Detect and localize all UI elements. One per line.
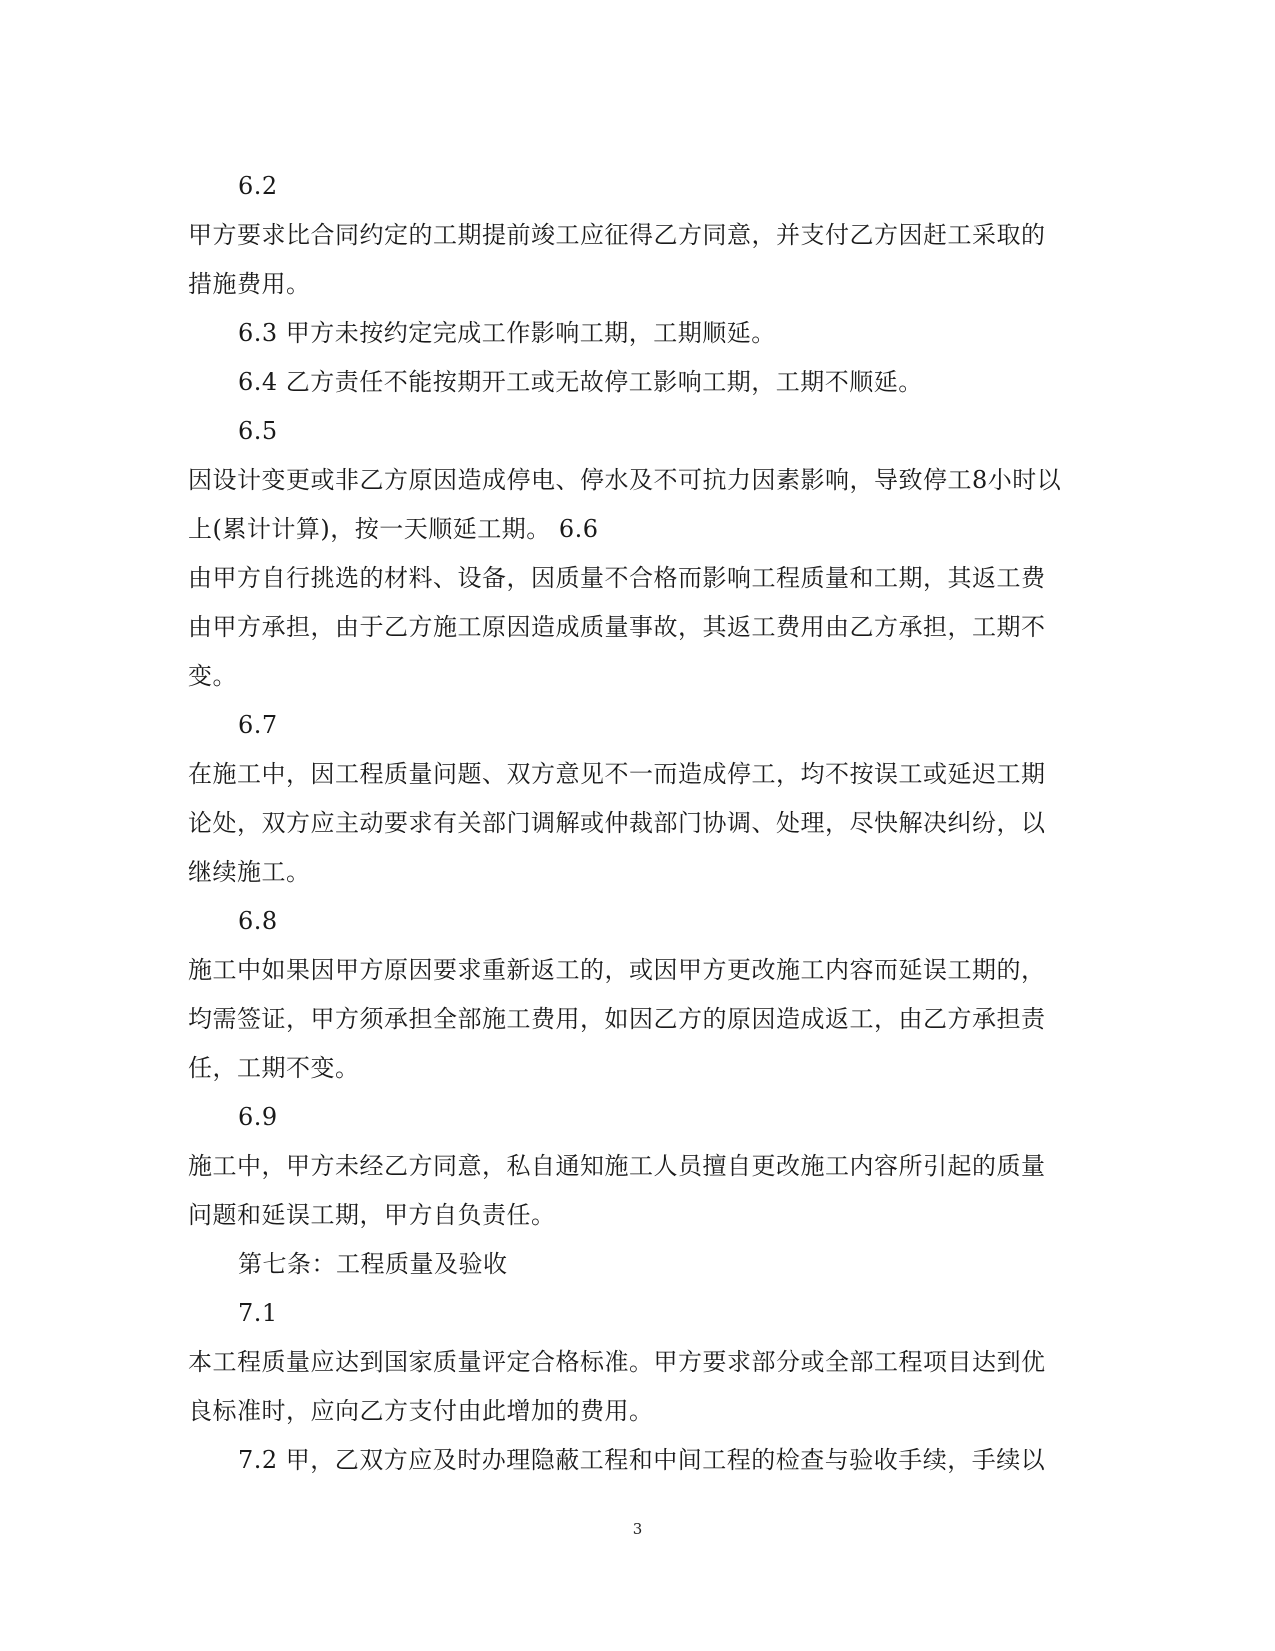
text-line: 由甲方承担，由于乙方施工原因造成质量事故，其返工费用由乙方承担，工期不 xyxy=(188,613,1046,641)
document-body xyxy=(188,162,1088,1485)
text-line: 6.2 xyxy=(238,172,278,200)
text-line: 因设计变更或非乙方原因造成停电、停水及不可抗力因素影响，导致停工8小时以 xyxy=(188,466,1062,494)
text-line: 7.1 xyxy=(238,1299,278,1327)
text-line: 施工中如果因甲方原因要求重新返工的，或因甲方更改施工内容而延误工期的， xyxy=(188,956,1046,984)
page-number: 3 xyxy=(632,1520,643,1538)
text-line: 由甲方自行挑选的材料、设备，因质量不合格而影响工程质量和工期，其返工费 xyxy=(188,564,1046,592)
text-line: 均需签证，甲方须承担全部施工费用，如因乙方的原因造成返工，由乙方承担责 xyxy=(188,1005,1046,1033)
text-line: 6.9 xyxy=(238,1103,278,1131)
text-line: 本工程质量应达到国家质量评定合格标准。甲方要求部分或全部工程项目达到优 xyxy=(188,1348,1046,1376)
text-line: 任，工期不变。 xyxy=(188,1054,360,1082)
text-line: 施工中，甲方未经乙方同意，私自通知施工人员擅自更改施工内容所引起的质量 xyxy=(188,1152,1046,1180)
text-line: 措施费用。 xyxy=(188,270,311,298)
text-line: 6.8 xyxy=(238,907,278,935)
text-line: 7.2 甲，乙双方应及时办理隐蔽工程和中间工程的检查与验收手续，手续以 xyxy=(238,1446,1046,1474)
text-line: 6.5 xyxy=(238,417,278,445)
text-line: 良标准时，应向乙方支付由此增加的费用。 xyxy=(188,1397,654,1425)
text-line: 在施工中，因工程质量问题、双方意见不一而造成停工，均不按误工或延迟工期 xyxy=(188,760,1046,788)
text-line: 继续施工。 xyxy=(188,858,311,886)
text-line: 6.7 xyxy=(238,711,278,739)
text-line: 第七条：工程质量及验收 xyxy=(238,1250,508,1278)
text-line: 甲方要求比合同约定的工期提前竣工应征得乙方同意，并支付乙方因赶工采取的 xyxy=(188,221,1046,249)
text-line: 上(累计计算)，按一天顺延工期。 6.6 xyxy=(188,515,599,543)
text-line: 问题和延误工期，甲方自负责任。 xyxy=(188,1201,556,1229)
text-line: 6.4 乙方责任不能按期开工或无故停工影响工期，工期不顺延。 xyxy=(238,368,923,396)
text-line: 论处，双方应主动要求有关部门调解或仲裁部门协调、处理，尽快解决纠纷，以 xyxy=(188,809,1046,837)
text-line: 6.3 甲方未按约定完成工作影响工期，工期顺延。 xyxy=(238,319,776,347)
text-line: 变。 xyxy=(188,662,237,690)
